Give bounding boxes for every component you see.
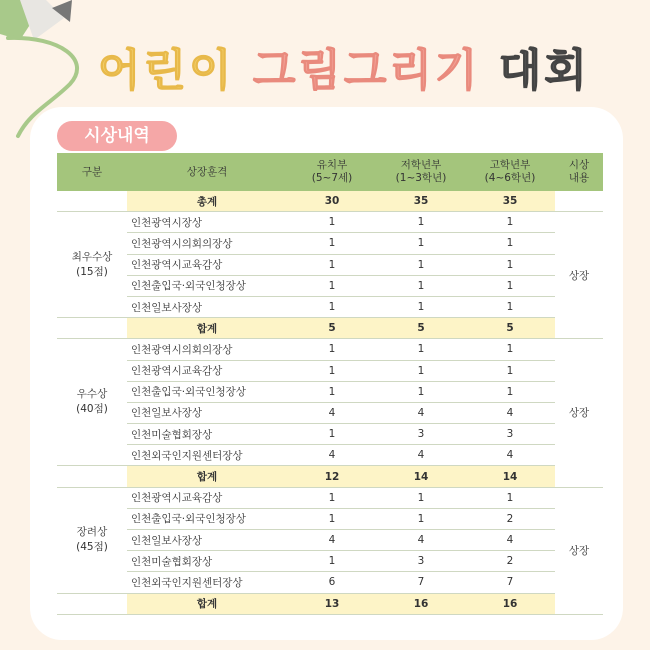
table-row: 인천광역시의회의장상 1 1 1 bbox=[57, 233, 603, 254]
total-row: 총계 30 35 35 bbox=[57, 191, 603, 212]
sum-row: 합계 5 5 5 bbox=[57, 318, 603, 339]
section-badge: 시상내역 bbox=[57, 121, 177, 151]
table-row: 인천광역시교육감상 1 1 1 bbox=[57, 254, 603, 275]
table-row: 인천광역시교육감상 1 1 1 bbox=[57, 360, 603, 381]
table-row: 인천일보사장상 4 4 4 bbox=[57, 530, 603, 551]
table-row: 인천외국인지원센터장상 4 4 4 bbox=[57, 445, 603, 466]
header-lower: 저학년부 (1~3학년) bbox=[377, 153, 465, 191]
category-cell: 장려상 (45점) bbox=[57, 487, 127, 593]
sum-row: 합계 12 14 14 bbox=[57, 466, 603, 487]
table-row: 인천미술협회장상 1 3 2 bbox=[57, 551, 603, 572]
category-cell: 우수상 (40점) bbox=[57, 339, 127, 466]
title-part-1: 어린이 bbox=[98, 45, 235, 96]
prize-cell: 상장 bbox=[555, 212, 603, 339]
table-row: 인천출입국·외국인청장상 1 1 1 bbox=[57, 275, 603, 296]
prize-cell: 상장 bbox=[555, 339, 603, 487]
table-row: 인천일보사장상 4 4 4 bbox=[57, 402, 603, 423]
table-row: 우수상 (40점) 인천광역시의회의장상 1 1 1 상장 bbox=[57, 339, 603, 360]
table-row: 인천출입국·외국인청장상 1 1 1 bbox=[57, 381, 603, 402]
header-award: 상장훈격 bbox=[127, 153, 287, 191]
header-prize: 시상 내용 bbox=[555, 153, 603, 191]
table-row: 장려상 (45점) 인천광역시교육감상 1 1 1 상장 bbox=[57, 487, 603, 508]
header-upper: 고학년부 (4~6학년) bbox=[465, 153, 555, 191]
prize-cell: 상장 bbox=[555, 487, 603, 614]
category-cell: 최우수상 (15점) bbox=[57, 212, 127, 318]
table-row: 최우수상 (15점) 인천광역시장상 1 1 1 상장 bbox=[57, 212, 603, 233]
table-row: 인천일보사장상 1 1 1 bbox=[57, 296, 603, 317]
title-part-3: 대회 bbox=[498, 45, 590, 96]
table-row: 인천출입국·외국인청장상 1 1 2 bbox=[57, 508, 603, 529]
table-row: 인천외국인지원센터장상 6 7 7 bbox=[57, 572, 603, 593]
header-category: 구분 bbox=[57, 153, 127, 191]
total-label: 총계 bbox=[127, 191, 287, 212]
award-table bbox=[57, 153, 603, 615]
title-part-2: 그림그리기 bbox=[252, 45, 481, 96]
table-header-row bbox=[57, 153, 603, 191]
page-title bbox=[98, 34, 618, 98]
header-kindergarten: 유치부 (5~7세) bbox=[287, 153, 377, 191]
sum-row: 합계 13 16 16 bbox=[57, 593, 603, 614]
table-row: 인천미술협회장상 1 3 3 bbox=[57, 424, 603, 445]
